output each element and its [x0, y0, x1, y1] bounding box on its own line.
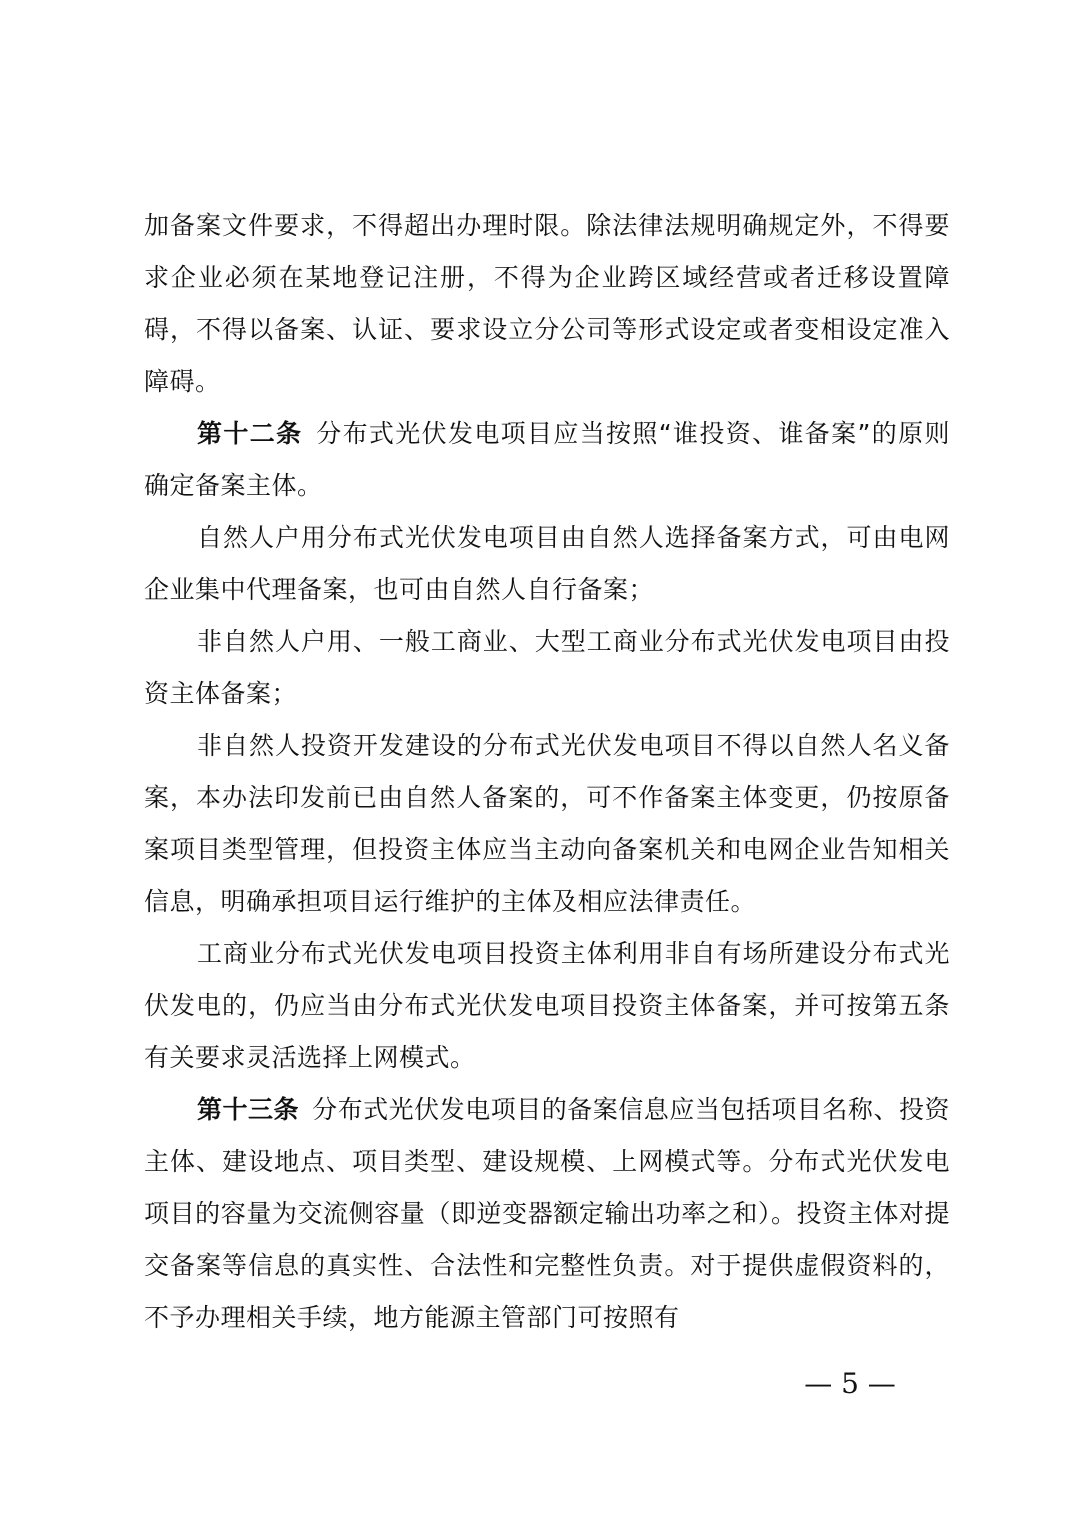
paragraph: [144, 720, 950, 928]
paragraph-text: 自然人户用分布式光伏发电项目由自然人选择备案方式，可由电网企业集中代理备案，也可由自然人自行备案；: [144, 523, 950, 604]
paragraph-text: 加备案文件要求，不得超出办理时限。除法律法规明确规定外，不得要求企业必须在某地登记注册，不得为企业跨区域经营或者迁移设置障碍，不得以备案、认证、要求设立分公司等形式设定或者变相设定准入障碍。: [144, 211, 950, 396]
paragraph-text: 分布式光伏发电项目应当按照“谁投资、谁备案”的原则确定备案主体。: [144, 419, 950, 500]
paragraph-text: 分布式光伏发电项目的备案信息应当包括项目名称、投资主体、建设地点、项目类型、建设规模、上网模式等。分布式光伏发电项目的容量为交流侧容量（即逆变器额定输出功率之和）。投资主体对提交备案等信息的真实性、合法性和完整性负责。对于提供虚假资料的，不予办理相关手续，地方能源主管部门可按照有: [144, 1095, 950, 1332]
article-number: 第十三条: [197, 1095, 300, 1124]
paragraph: [144, 928, 950, 1084]
paragraph-text: 非自然人户用、一般工商业、大型工商业分布式光伏发电项目由投资主体备案；: [144, 627, 950, 708]
paragraph: [144, 200, 950, 408]
paragraph: [144, 408, 950, 512]
page-number: — 5 —: [804, 1367, 896, 1400]
paragraph-text: 非自然人投资开发建设的分布式光伏发电项目不得以自然人名义备案，本办法印发前已由自然人备案的，可不作备案主体变更，仍按原备案项目类型管理，但投资主体应当主动向备案机关和电网企业告知相关信息，明确承担项目运行维护的主体及相应法律责任。: [144, 731, 950, 916]
paragraph: [144, 1084, 950, 1344]
article-number: 第十二条: [197, 419, 303, 448]
document-body: [144, 200, 950, 1344]
paragraph-text: 工商业分布式光伏发电项目投资主体利用非自有场所建设分布式光伏发电的，仍应当由分布式光伏发电项目投资主体备案，并可按第五条有关要求灵活选择上网模式。: [144, 939, 950, 1072]
paragraph: [144, 512, 950, 616]
paragraph: [144, 616, 950, 720]
